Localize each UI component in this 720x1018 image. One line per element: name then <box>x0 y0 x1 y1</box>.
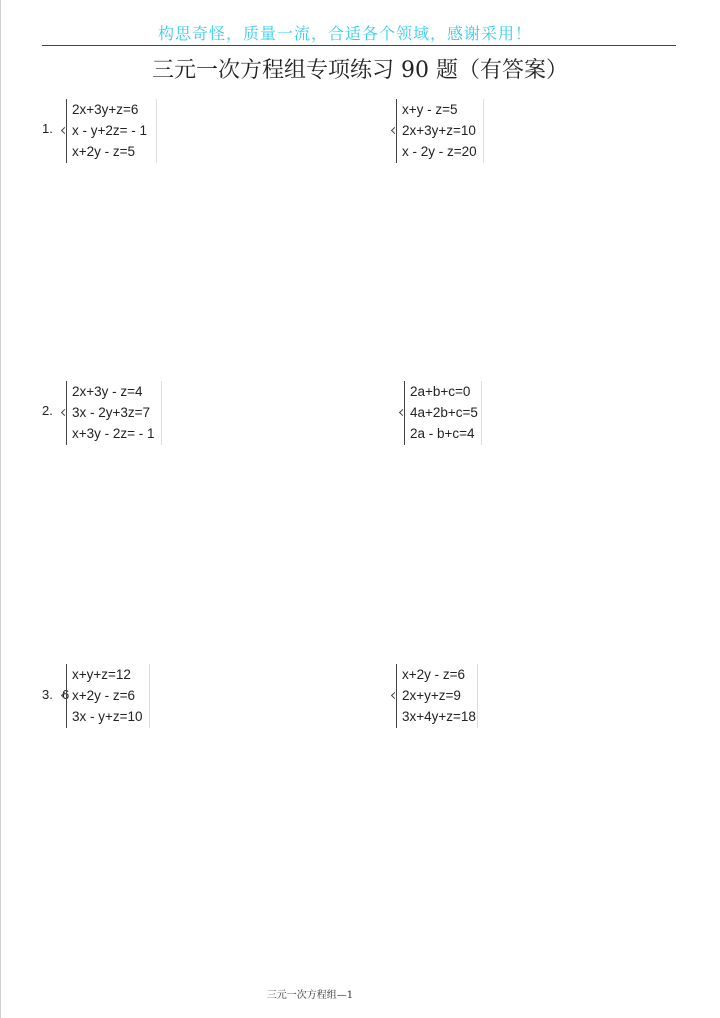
equation: x+2y - z=5 <box>72 144 136 159</box>
header-slogan: 构思奇怪，质量一流，合适各个领域，感谢采用！ <box>157 24 532 43</box>
equation: 2x+3y+z=6 <box>72 102 139 117</box>
equation: x+3y - 2z= - 1 <box>72 426 155 441</box>
equation: 2a+b+c=0 <box>410 384 471 399</box>
problem-2-left-system <box>66 381 162 445</box>
equation: 2a - b+c=4 <box>410 426 475 441</box>
equation: 2x+y+z=9 <box>402 688 461 703</box>
problem-3-number: 3. <box>42 687 53 702</box>
problem-3-prefix: 6 <box>62 687 70 702</box>
problem-3-right-system <box>396 664 478 728</box>
page-left-edge <box>0 0 1 1018</box>
problem-2-number: 2. <box>42 403 53 418</box>
equation: x - y+2z= - 1 <box>72 123 148 138</box>
equation: x+2y - z=6 <box>402 667 466 682</box>
page-footer: 三元一次方程组—1 <box>266 990 354 1001</box>
header-divider <box>42 45 676 46</box>
equation: 3x+4y+z=18 <box>402 709 476 724</box>
equation: 3x - 2y+3z=7 <box>72 405 151 420</box>
problem-1-left-system <box>66 99 157 163</box>
problem-3-left-system <box>66 664 150 728</box>
problem-1-right-system <box>396 99 484 163</box>
problem-2-right-system <box>404 381 482 445</box>
equation: 3x - y+z=10 <box>72 709 143 724</box>
equation: x+2y - z=6 <box>72 688 136 703</box>
equation: x+y+z=12 <box>72 667 131 682</box>
equation: 2x+3y - z=4 <box>72 384 143 399</box>
problem-1-number: 1. <box>42 121 53 136</box>
equation: 2x+3y+z=10 <box>402 123 476 138</box>
page-title: 三元一次方程组专项练习 90 题（有答案） <box>152 58 568 83</box>
equation: x - 2y - z=20 <box>402 144 477 159</box>
equation: x+y - z=5 <box>402 102 458 117</box>
equation: 4a+2b+c=5 <box>410 405 478 420</box>
